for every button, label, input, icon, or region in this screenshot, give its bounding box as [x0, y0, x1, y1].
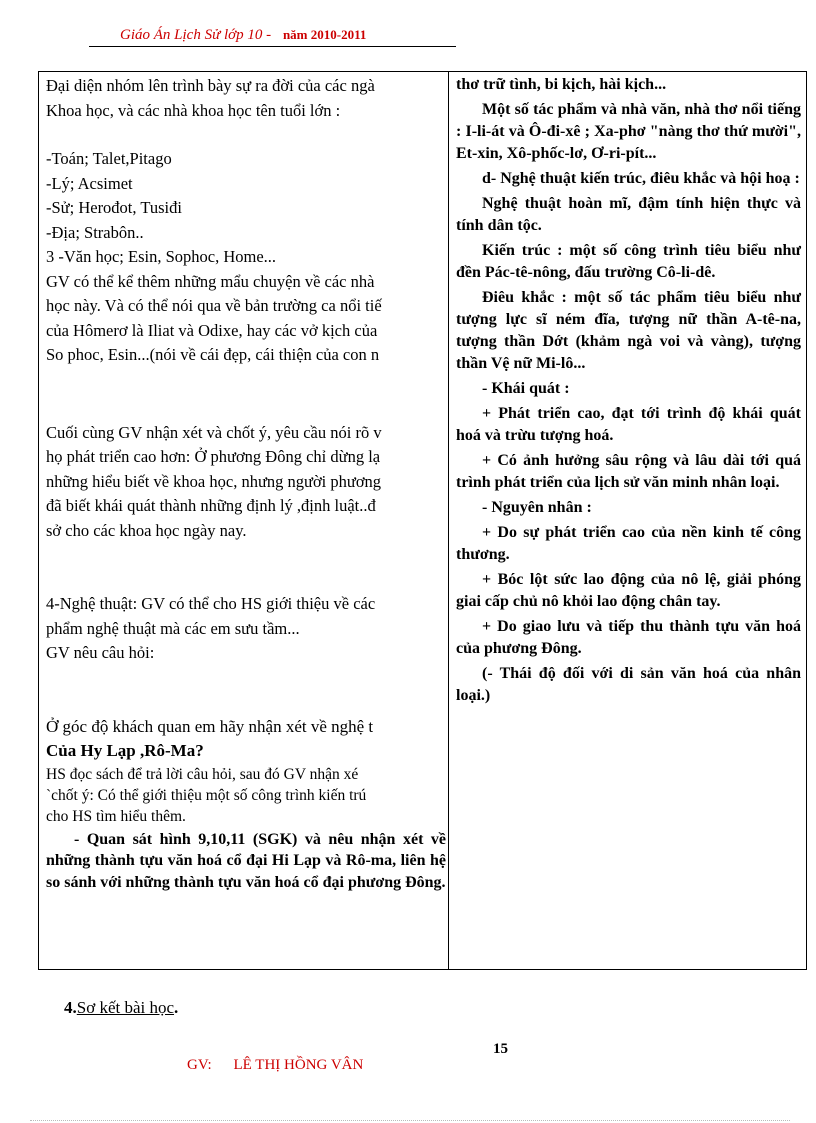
text-line: -Toán; Talet,Pitago [46, 149, 172, 168]
observation-task: - Quan sát hình 9,10,11 (SGK) và nêu nhận xét về những thành tựu văn hoá cổ đại Hi Lạp và Rô-ma, liên hệ so sánh với những thành tựu văn hoá cổ đại phương Đông. [46, 830, 446, 891]
footer-dotted-rule [30, 1120, 790, 1121]
text-line: Cuối cùng GV nhận xét và chốt ý, yêu cầu nói rõ v [46, 422, 382, 442]
column-divider [448, 71, 449, 970]
footer-label: GV: [187, 1057, 212, 1073]
text-line: HS đọc sách để trả lời câu hỏi, sau đó GV nhận xé [46, 765, 359, 783]
text-line: học này. Và có thể nói qua về bản trường ca nổi tiế [46, 296, 382, 315]
summary-dot: . [174, 998, 179, 1017]
text-line: -Lý; Acsimet [46, 173, 133, 193]
question-line-1: Ở góc độ khách quan em hãy nhận xét về nghệ t [46, 716, 374, 736]
left-paragraph-3 [46, 421, 446, 544]
text-line: GV có thể kể thêm những mẩu chuyện về các nhà [46, 271, 375, 291]
content-paragraph: + Do sự phát triển cao của nền kinh tế công thương. [456, 524, 801, 563]
text-line: của Hômerơ là Iliat và Odixe, hay các vở kịch của [46, 320, 378, 340]
content-paragraph: - Khái quát : [482, 380, 570, 397]
left-paragraph-5 [46, 764, 446, 827]
text-line: So phoc, Esin...(nói về cái đẹp, cái thiện của con n [46, 345, 380, 364]
text-line: 4-Nghệ thuật: GV có thể cho HS giới thiệu về các [46, 594, 376, 613]
content-paragraph: + Bóc lột sức lao động của nô lệ, giải phóng giai cấp chủ nô khỏi lao động chân tay. [456, 571, 801, 610]
text-line: sở cho các khoa học ngày nay. [46, 520, 247, 540]
content-paragraph: Một số tác phẩm và nhà văn, nhà thơ nổi tiếng : I-li-át và Ô-đi-xê ; Xa-phơ "nàng thơ thứ mười", Et-xin, Xô-phốc-lơ, Ơ-ri-pít... [456, 101, 801, 162]
text-line: 3 -Văn học; Esin, Sophoc, Home... [46, 247, 277, 266]
text-line: cho HS tìm hiểu thêm. [46, 807, 186, 825]
content-paragraph: Điêu khắc : một số tác phẩm tiêu biểu như tượng lực sĩ ném đĩa, tượng nữ thần A-tê-na, tượng thần Dớt (khảm ngà voi và vàng), tượng thần Vệ nữ Mi-lô... [456, 289, 801, 372]
text-line: `chốt ý: Có thể giới thiệu một số công trình kiến trú [46, 786, 367, 804]
summary-number: 4. [64, 998, 77, 1017]
content-paragraph: Kiến trúc : một số công trình tiêu biểu như đền Pác-tê-nông, đấu trường Cô-li-dê. [456, 242, 801, 281]
content-paragraph: thơ trữ tình, bi kịch, hài kịch... [456, 76, 667, 93]
content-column [456, 74, 801, 710]
content-paragraph: + Do giao lưu và tiếp thu thành tựu văn hoá của phương Đông. [456, 618, 801, 657]
text-line: -Sử; Herođot, Tusiđi [46, 198, 182, 217]
page-header [120, 27, 366, 44]
text-line: phẩm nghệ thuật mà các em sưu tầm... [46, 618, 300, 638]
text-line: GV nêu câu hỏi: [46, 643, 155, 662]
content-paragraph: d- Nghệ thuật kiến trúc, điêu khắc và hội hoạ : [482, 170, 800, 187]
left-paragraph-1 [46, 74, 446, 123]
footer-author: LÊ THỊ HỒNG VÂN [233, 1057, 364, 1073]
header-year: năm 2010-2011 [282, 27, 367, 42]
question-line-2: Của Hy Lạp ,Rô-Ma? [46, 741, 204, 760]
text-line: Đại diện nhóm lên trình bày sự ra đời của các ngà [46, 76, 375, 95]
header-rule [89, 46, 456, 47]
content-paragraph: + Phát triển cao, đạt tới trình độ khái quát hoá và trừu tượng hoá. [456, 405, 801, 444]
content-paragraph: (- Thái độ đối với di sản văn hoá của nhân loại.) [456, 665, 801, 704]
content-paragraph: - Nguyên nhân : [482, 499, 592, 516]
left-paragraph-4 [46, 592, 446, 666]
section-summary-heading [64, 998, 178, 1018]
text-line: -Địa; Strabôn.. [46, 222, 144, 242]
text-line: những hiểu biết về khoa học, nhưng người phương [46, 471, 382, 491]
summary-title: Sơ kết bài học [76, 998, 175, 1017]
header-title: Giáo Án Lịch Sử lớp 10 - [120, 27, 272, 43]
content-paragraph: Nghệ thuật hoàn mĩ, đậm tính hiện thực và tính dân tộc. [456, 195, 801, 234]
left-paragraph-2 [46, 147, 446, 368]
content-paragraph: + Có ảnh hưởng sâu rộng và lâu dài tới quá trình phát triển của lịch sử văn minh nhân loại. [456, 452, 801, 491]
page-footer [187, 1057, 363, 1074]
teacher-activity-column [46, 74, 446, 964]
text-line: họ phát triển cao hơn: Ở phương Đông chỉ dừng lạ [46, 447, 381, 466]
text-line: đã biết khái quát thành những định lý ,định luật..đ [46, 496, 376, 515]
text-line: Khoa học, và các nhà khoa học tên tuổi lớn : [46, 100, 341, 120]
page-number: 15 [493, 1041, 508, 1057]
